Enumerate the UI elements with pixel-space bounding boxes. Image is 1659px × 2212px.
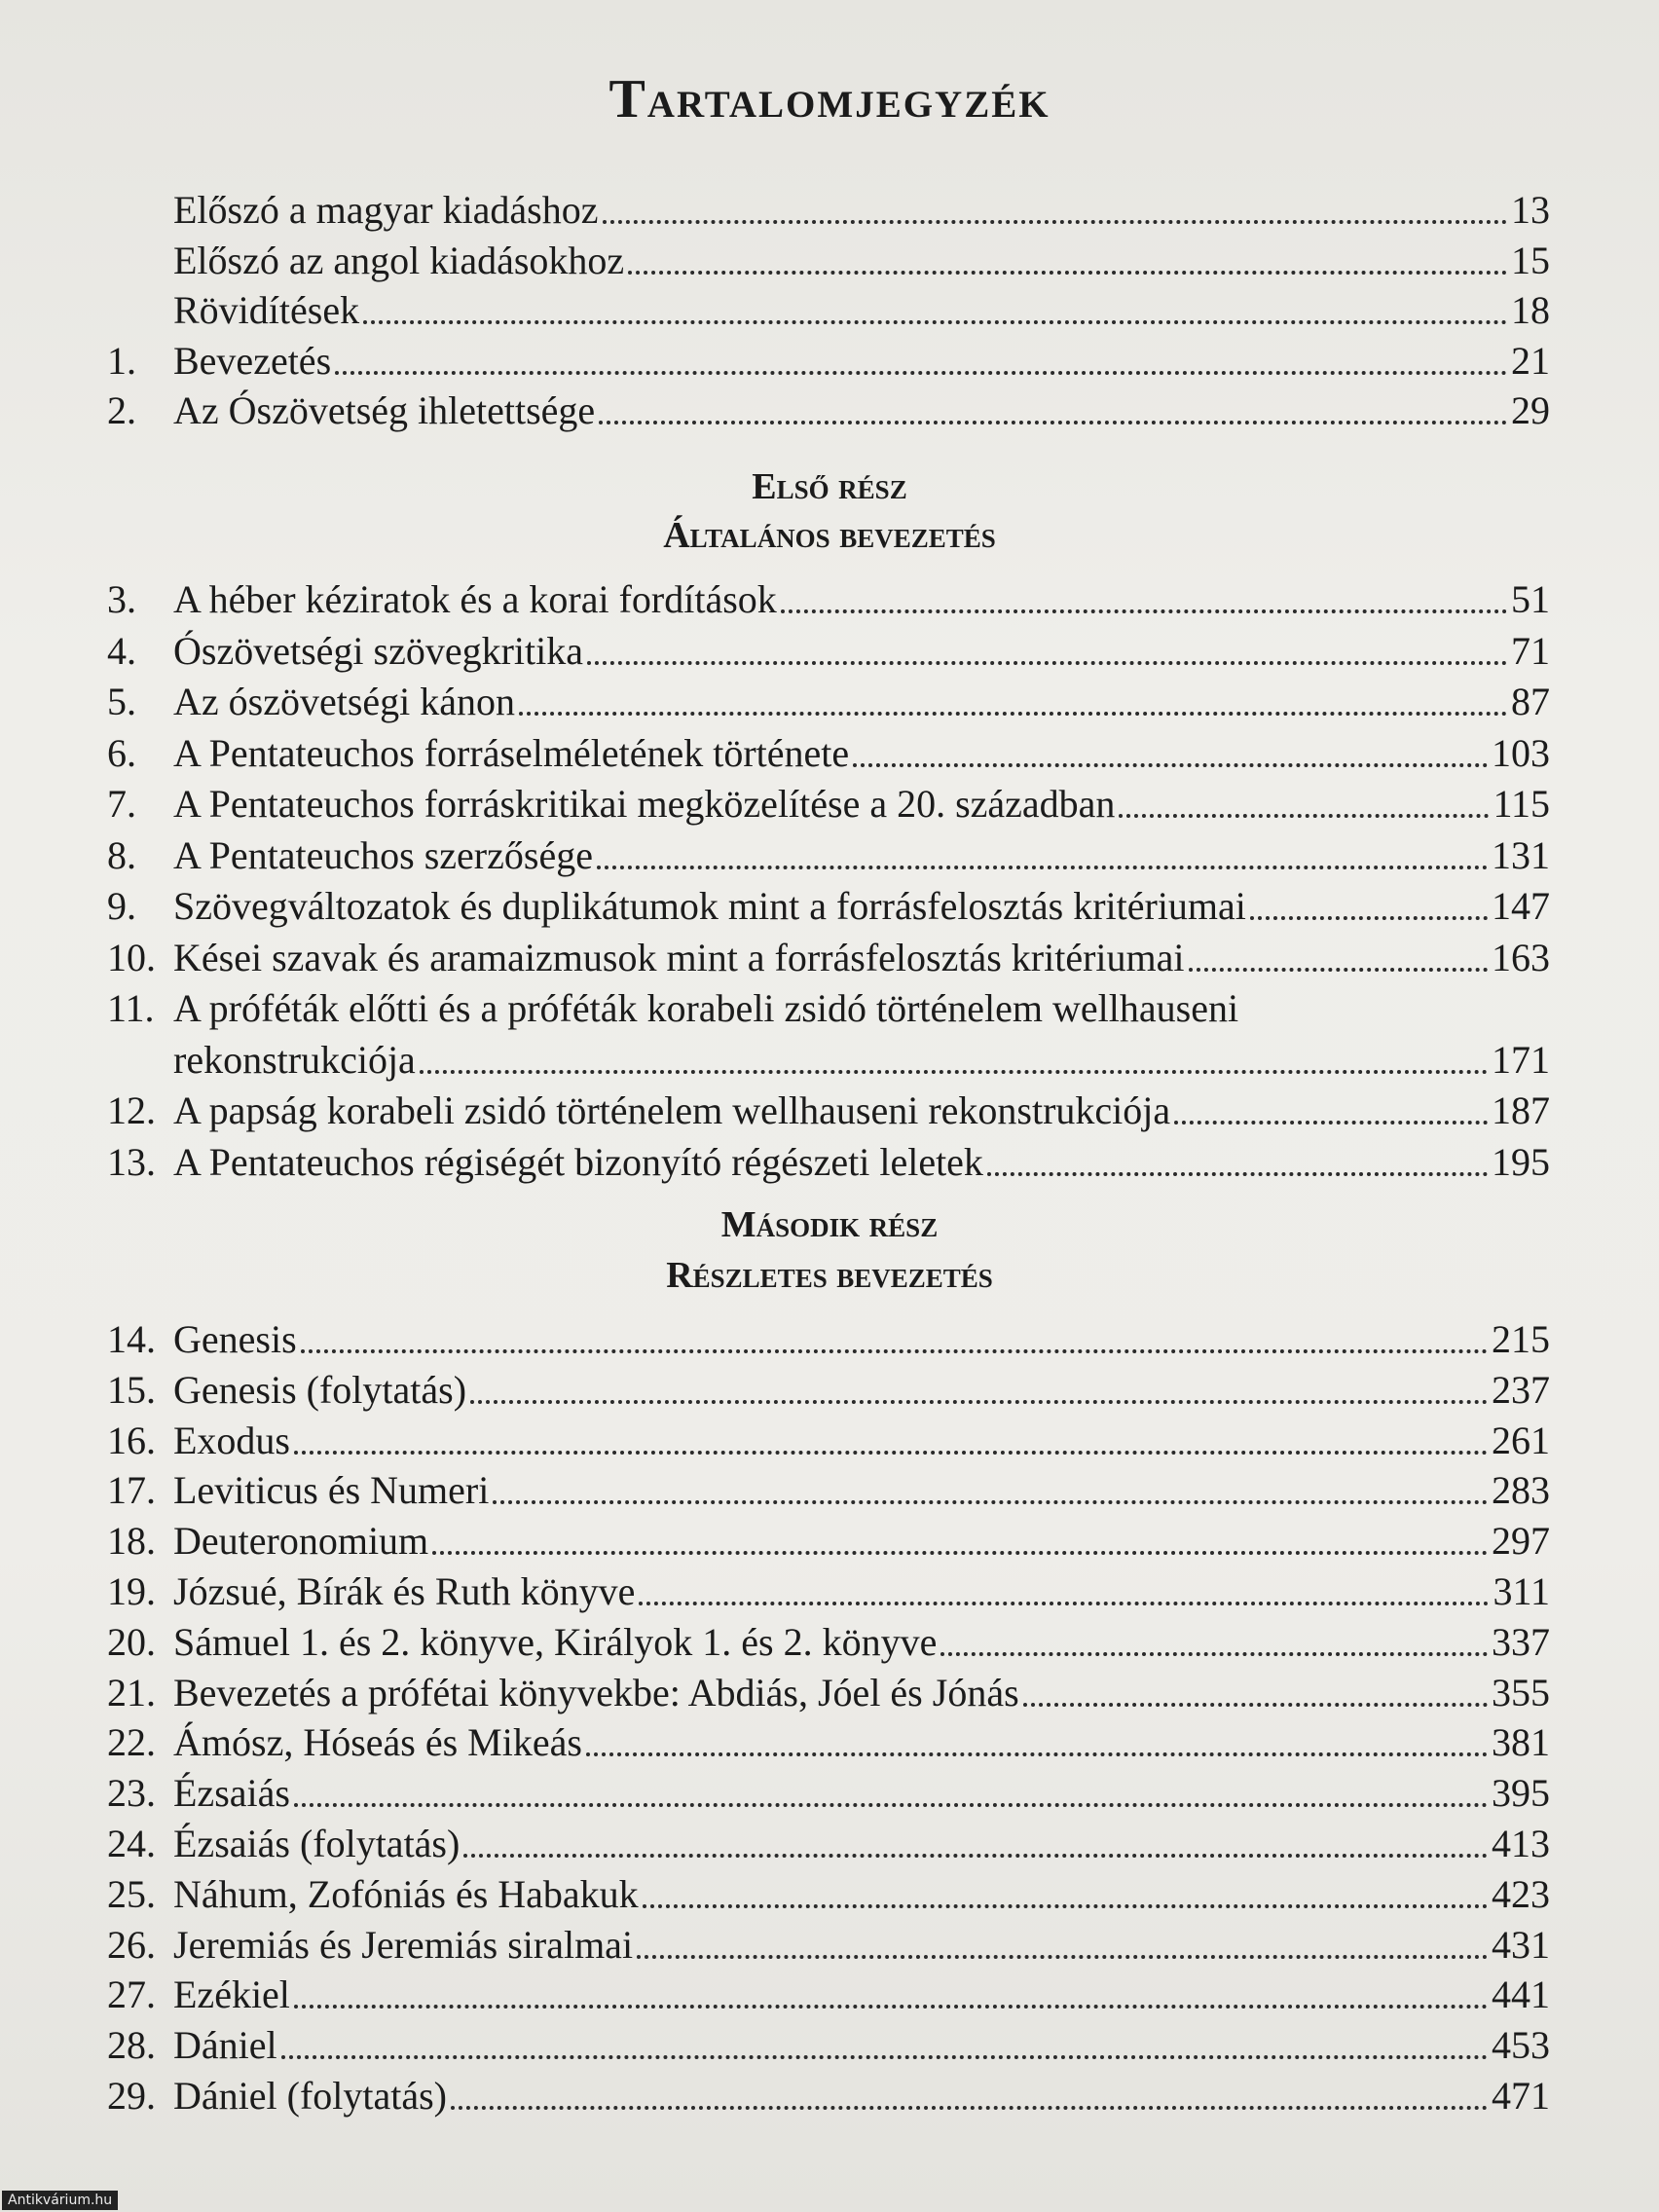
part1-subheading: Általános bevezetés	[663, 515, 996, 556]
toc-entry	[107, 1869, 1550, 1920]
toc-entry-title: Deuteronomium	[173, 1519, 429, 1564]
toc-entry-title: Ézsaiás (folytatás)	[173, 1822, 461, 1865]
toc-entry-page: 283	[1492, 1468, 1550, 1513]
toc-entry-page: 337	[1492, 1619, 1550, 1664]
toc-entry	[107, 1516, 1550, 1567]
dot-leader	[853, 763, 1488, 767]
toc-entry-number: 28.	[107, 2023, 156, 2068]
toc-entry	[107, 2071, 1550, 2121]
toc-entry-number: 9.	[107, 884, 136, 928]
toc-entry-number: 17.	[107, 1468, 156, 1513]
toc-entry	[107, 1416, 1550, 1466]
toc-entry-number: 13.	[107, 1139, 156, 1184]
part2-subheading: Részletes bevezetés	[666, 1255, 993, 1296]
toc-entry	[107, 2020, 1550, 2071]
toc-entry-number: 16.	[107, 1418, 156, 1462]
toc-entry	[107, 1086, 1550, 1136]
toc-entry	[107, 1314, 1550, 1365]
toc-entry	[107, 236, 1550, 286]
toc-entry-number: 1.	[107, 338, 136, 383]
dot-leader	[637, 1955, 1488, 1959]
toc-entry-title: rekonstrukciója	[173, 1037, 416, 1082]
toc-entry-title: Genesis	[173, 1317, 297, 1361]
dot-leader	[463, 1854, 1488, 1858]
watermark: Antikvárium.hu	[2, 2191, 118, 2210]
toc-entry-title: Leviticus és Numeri	[173, 1468, 490, 1513]
dot-leader	[587, 661, 1507, 665]
dot-leader	[628, 271, 1507, 275]
dot-leader	[301, 1349, 1488, 1353]
toc-entry-page: 29	[1511, 388, 1550, 432]
toc-entry-page: 381	[1492, 1720, 1550, 1765]
page-title: Tartalomjegyzék	[608, 69, 1051, 129]
toc-entry-number: 27.	[107, 1972, 156, 2017]
dot-leader	[599, 421, 1507, 424]
toc-entry-page: 103	[1492, 730, 1550, 775]
dot-leader	[470, 1400, 1488, 1404]
dot-leader	[335, 371, 1507, 375]
toc-entry-page: 163	[1492, 935, 1550, 979]
toc-entry	[107, 1768, 1550, 1819]
dot-leader	[586, 1752, 1488, 1756]
dot-leader	[294, 1803, 1488, 1807]
toc-entry	[107, 185, 1550, 236]
toc-entry-page: 355	[1492, 1670, 1550, 1714]
dot-leader	[603, 220, 1507, 224]
toc-entry-title: A héber kéziratok és a korai fordítások	[173, 577, 777, 621]
toc-entry	[107, 574, 1550, 625]
toc-entry-page: 441	[1492, 1972, 1550, 2017]
toc-entry	[107, 1035, 1550, 1086]
toc-entry	[107, 626, 1550, 677]
dot-leader	[1023, 1703, 1488, 1707]
toc-entry	[107, 1137, 1550, 1188]
toc-entry-title: A Pentateuchos szerzősége	[173, 832, 593, 877]
toc-entry-title: A Pentateuchos forráskritikai megközelítése a 20. században	[173, 782, 1116, 826]
toc-entry	[107, 1920, 1550, 1971]
toc-entry-number: 26.	[107, 1922, 156, 1967]
toc-entry	[107, 881, 1550, 932]
toc-entry-number: 25.	[107, 1871, 156, 1916]
toc-entry-number: 29.	[107, 2074, 156, 2118]
dot-leader	[781, 609, 1507, 613]
toc-entry	[107, 1465, 1550, 1516]
dot-leader	[1174, 1121, 1488, 1124]
toc-entry-page: 395	[1492, 1771, 1550, 1816]
toc-entry-page: 13	[1511, 188, 1550, 232]
toc-entry	[107, 1970, 1550, 2020]
toc-entry-number: 18.	[107, 1519, 156, 1564]
toc-entry	[107, 1567, 1550, 1617]
dot-leader	[493, 1500, 1488, 1504]
toc-entry-title: Kései szavak és aramaizmusok mint a forrásfelosztás kritériumai	[173, 935, 1185, 979]
toc-entry	[107, 779, 1550, 830]
toc-entry	[107, 983, 1550, 1034]
toc-entry-title: A próféták előtti és a próféták korabeli zsidó történelem wellhauseni	[173, 986, 1239, 1030]
toc-entry-page: 147	[1492, 884, 1550, 928]
toc-entry-number: 5.	[107, 680, 136, 723]
toc-entry-title: Exodus	[173, 1418, 290, 1462]
toc-entry-page: 21	[1511, 338, 1550, 383]
toc-entry-title: A papság korabeli zsidó történelem wellhauseni rekonstrukciója	[173, 1088, 1171, 1132]
part1-heading: Első rész	[752, 466, 907, 507]
toc-entry	[107, 830, 1550, 881]
toc-entry-page: 15	[1511, 238, 1550, 282]
dot-leader	[281, 2055, 1488, 2059]
toc-entry	[107, 386, 1550, 436]
toc-entry-page: 131	[1492, 832, 1550, 877]
dot-leader	[363, 320, 1507, 324]
toc-entry	[107, 933, 1550, 983]
toc-entry-page: 215	[1492, 1317, 1550, 1361]
dot-leader	[1119, 814, 1489, 818]
toc-entry-number: 23.	[107, 1771, 156, 1816]
toc-entry-page: 311	[1493, 1569, 1550, 1613]
toc-entry	[107, 677, 1550, 727]
toc-entry-page: 195	[1492, 1139, 1550, 1184]
dot-leader	[597, 866, 1488, 869]
toc-entry-number: 8.	[107, 832, 136, 877]
dot-leader	[420, 1070, 1488, 1074]
part2-heading: Második rész	[720, 1204, 939, 1245]
toc-entry-number: 3.	[107, 577, 136, 621]
toc-entry-title: Szövegváltozatok és duplikátumok mint a forrásfelosztás kritériumai	[173, 884, 1246, 928]
toc-entry-number: 19.	[107, 1569, 156, 1613]
toc-entry-number: 21.	[107, 1670, 156, 1714]
toc-entry-title: Jeremiás és Jeremiás siralmai	[173, 1922, 634, 1967]
toc-entry-number: 7.	[107, 782, 136, 826]
toc-entry-title: Genesis (folytatás)	[173, 1367, 467, 1412]
toc-entry-title: Józsué, Bírák és Ruth könyve	[173, 1569, 636, 1613]
toc-entry	[107, 1617, 1550, 1668]
toc-entry-page: 471	[1492, 2074, 1550, 2118]
toc-entry-title: Rövidítések	[173, 288, 360, 332]
toc-entry-number: 15.	[107, 1367, 156, 1412]
toc-entry-number: 22.	[107, 1720, 156, 1765]
toc-entry-page: 423	[1492, 1871, 1550, 1916]
toc-entry	[107, 1668, 1550, 1718]
toc-entry-page: 87	[1511, 680, 1550, 723]
toc-entry-page: 171	[1492, 1037, 1550, 1082]
dot-leader	[432, 1551, 1488, 1555]
toc-entry-number: 2.	[107, 388, 136, 432]
toc-entry-page: 18	[1511, 288, 1550, 332]
toc-entry	[107, 1819, 1550, 1869]
dot-leader	[643, 1904, 1488, 1908]
toc-entry	[107, 1365, 1550, 1416]
toc-entry-title: A Pentateuchos forráselméletének története	[173, 730, 850, 775]
toc-entry-page: 413	[1492, 1822, 1550, 1865]
toc-entry-title: Sámuel 1. és 2. könyve, Királyok 1. és 2. könyve	[173, 1619, 938, 1664]
toc-entry-number: 6.	[107, 730, 136, 775]
toc-entry-page: 71	[1511, 628, 1550, 673]
toc-entry-page: 297	[1492, 1519, 1550, 1564]
toc-entry	[107, 336, 1550, 387]
toc-entry-page: 51	[1511, 577, 1550, 621]
toc-entry-page: 187	[1492, 1088, 1550, 1132]
dot-leader	[639, 1602, 1489, 1605]
toc-entry-title: Dániel (folytatás)	[173, 2074, 447, 2118]
toc-entry	[107, 285, 1550, 336]
toc-entry-title: Ószövetségi szövegkritika	[173, 628, 583, 673]
toc-entry-page: 237	[1492, 1367, 1550, 1412]
toc-entry	[107, 728, 1550, 779]
toc-entry-title: Az ószövetségi kánon	[173, 680, 516, 723]
toc-entry-number: 12.	[107, 1088, 156, 1132]
dot-leader	[940, 1652, 1488, 1656]
toc-entry-number: 24.	[107, 1822, 156, 1865]
toc-entry-title: Előszó az angol kiadásokhoz	[173, 238, 625, 282]
toc-entry-title: A Pentateuchos régiségét bizonyító régészeti leletek	[173, 1139, 983, 1184]
toc-entry-page: 431	[1492, 1922, 1550, 1967]
toc-entry-title: Ézsaiás	[173, 1771, 290, 1816]
dot-leader	[294, 2005, 1488, 2009]
toc-entry-title: Dániel	[173, 2023, 277, 2068]
toc-entry-number: 20.	[107, 1619, 156, 1664]
dot-leader	[987, 1172, 1488, 1176]
toc-entry-title: Ezékiel	[173, 1972, 290, 2017]
toc-entry-number: 11.	[107, 986, 155, 1030]
toc-entry-title: Bevezetés a prófétai könyvekbe: Abdiás, Jóel és Jónás	[173, 1670, 1019, 1714]
toc-entry-page: 261	[1492, 1418, 1550, 1462]
toc-entry-page: 453	[1492, 2023, 1550, 2068]
toc-entry-number: 10.	[107, 935, 156, 979]
toc-entry-title: Bevezetés	[173, 338, 332, 383]
toc-entry-title: Ámósz, Hóseás és Mikeás	[173, 1720, 582, 1765]
dot-leader	[519, 712, 1507, 716]
toc-entry-number: 4.	[107, 628, 136, 673]
toc-entry-title: Náhum, Zofóniás és Habakuk	[173, 1871, 639, 1916]
dot-leader	[1189, 968, 1489, 972]
dot-leader	[294, 1451, 1488, 1455]
toc-entry-page: 115	[1493, 782, 1550, 826]
toc-entry-number: 14.	[107, 1317, 156, 1361]
toc-entry-title: Az Ószövetség ihletettsége	[173, 388, 596, 432]
dot-leader	[1250, 916, 1488, 920]
toc-entry	[107, 1717, 1550, 1768]
dot-leader	[451, 2106, 1488, 2110]
toc-entry-title: Előszó a magyar kiadáshoz	[173, 188, 599, 232]
